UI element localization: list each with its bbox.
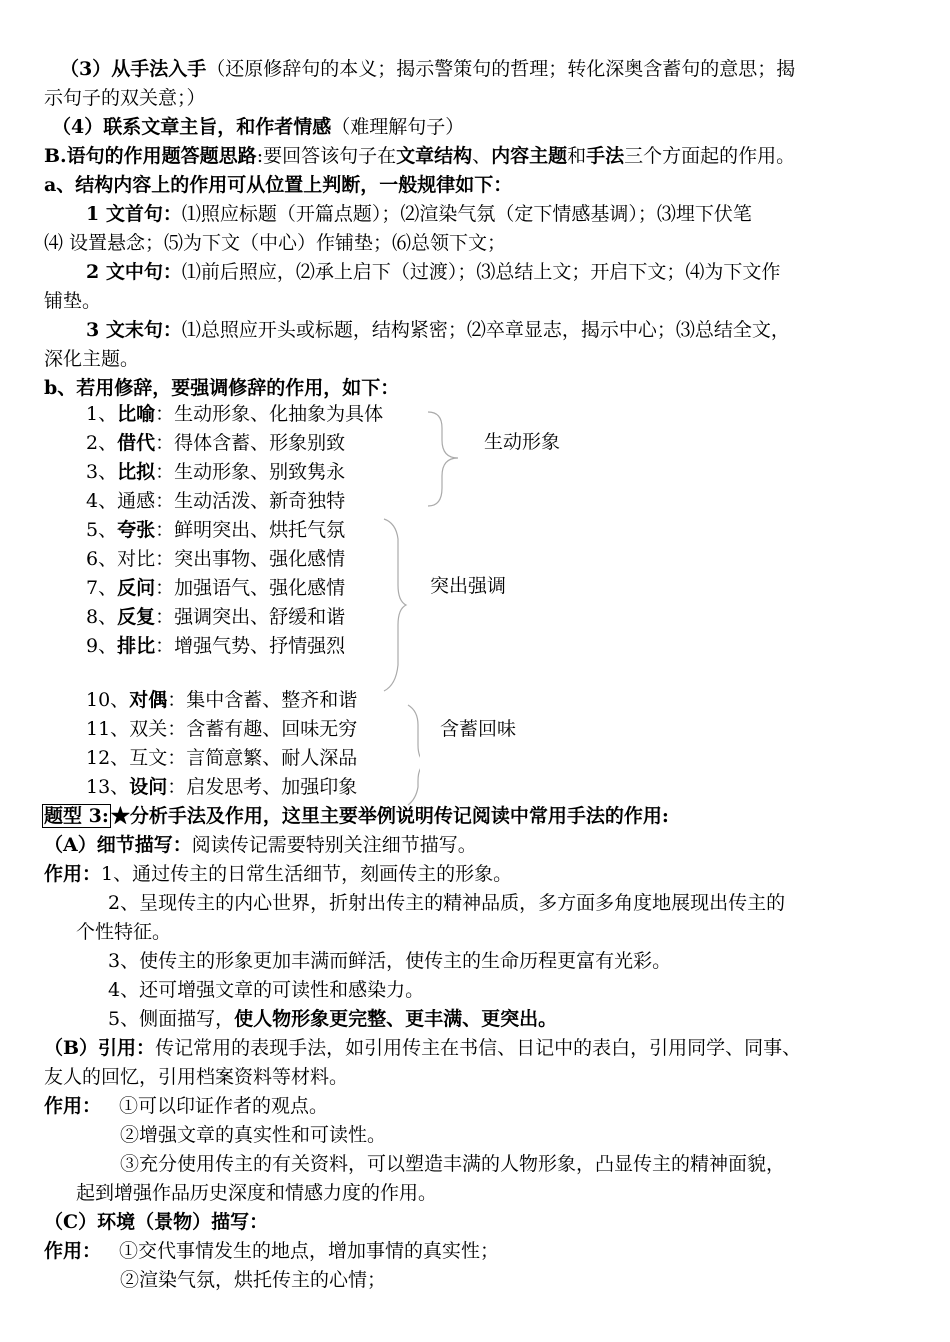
point-4-text: （难理解句子） [331,116,465,138]
rhetoric-item [86,487,345,516]
b-key-technique: 手法 [586,145,625,167]
b-quote-text: 传记常用的表现手法，如引用传主在书信、日记中的表白，引用同学、同事、 [155,1037,802,1059]
a-detail-head: （A）细节描写： [44,834,192,856]
pos-middle-cont: 铺垫。 [44,290,102,312]
rhetoric-name: 对偶 [129,689,168,711]
rhetoric-name: 互文 [129,747,168,769]
a-use-5-text: 5、侧面描写， [108,1008,235,1030]
pos-last-cont: 深化主题。 [44,348,140,370]
rhetoric-item [86,686,357,715]
rhetoric-sep: ： [155,432,175,454]
b-quote [44,1034,801,1063]
pos-middle [86,258,780,287]
group-label-emphasis: 突出强调 [430,575,507,597]
rhetoric-effect: 突出事物、强化感情 [174,548,346,570]
a-use-2-cont: 个性特征。 [76,921,172,943]
c-use-label: 作用： [44,1240,102,1262]
rhetoric-num: 13、 [86,776,130,798]
type-3-text: 分析手法及作用，这里主要举例说明传记阅读中常用手法的作用: [129,805,669,827]
rhetoric-effect: 增强气势、抒情强烈 [174,635,346,657]
rhetoric-num: 4、 [86,490,118,512]
rhetoric-name: 借代 [117,432,156,454]
point-3-text: （还原修辞句的本义；揭示警策句的哲理；转化深奥含蓄句的意思；揭 [206,58,796,80]
a-use-5 [108,1005,557,1034]
a-use-1 [44,860,512,889]
rhetoric-num: 1、 [86,403,118,425]
pos-first-label: 1 文首句： [86,203,182,225]
rhetoric-item [86,773,357,802]
rhetoric-name: 对比 [117,548,156,570]
b-text-3: 和 [567,145,587,167]
rhetoric-num: 7、 [86,577,118,599]
rhetoric-item [86,400,383,429]
a-use-3: 3、使传主的形象更加丰满而鲜活，使传主的生命历程更富有光彩。 [108,950,672,972]
rhetoric-num: 9、 [86,635,118,657]
rhetoric-name: 排比 [117,635,156,657]
rhetoric-item [86,632,345,661]
c-use-1-text: ①交代事情发生的地点，增加事情的真实性； [119,1240,500,1262]
pos-last-label: 3 文末句： [86,319,182,341]
group-braces-2 [380,515,420,815]
b-use-label: 作用： [44,1095,102,1117]
b-use-2: ②增强文章的真实性和可读性。 [120,1124,387,1146]
rhetoric-effect: 加强语气、强化感情 [174,577,346,599]
rhetoric-effect: 生动形象、别致隽永 [174,461,346,483]
a-use-2: 2、呈现传主的内心世界，折射出传主的精神品质，多方面多角度地展现出传主的 [108,892,786,914]
rhetoric-sep: ： [167,718,187,740]
rhetoric-effect: 生动形象、化抽象为具体 [174,403,384,425]
brace-emphasis-2 [384,519,406,691]
rhetoric-effect: 鲜明突出、烘托气氛 [174,519,346,541]
point-4 [52,113,464,142]
rhetoric-num: 2、 [86,432,118,454]
b-quote-cont: 友人的回忆，引用档案资料等材料。 [44,1066,349,1088]
pos-first-text: ⑴照应标题（开篇点题）；⑵渲染气氛（定下情感基调）；⑶埋下伏笔 [181,203,752,225]
b-use-3: ③充分使用传主的有关资料，可以塑造丰满的人物形象，凸显传主的精神面貌， [120,1153,786,1175]
pos-middle-text: ⑴前后照应，⑵承上启下（过渡）；⑶总结上文；开启下文；⑷为下文作 [181,261,781,283]
rhetoric-sep: ： [155,548,175,570]
pos-first-cont: ⑷ 设置悬念；⑸为下文（中心）作铺垫；⑹总领下文； [44,232,507,254]
rhetoric-sep: ： [155,606,175,628]
rhetoric-sep: ： [155,461,175,483]
b-text-4: 三个方面起的作用。 [624,145,796,167]
rhetoric-name: 比喻 [117,403,156,425]
rhetoric-effect: 启发思考、加强印象 [186,776,358,798]
rhetoric-name: 通感 [117,490,156,512]
a-use-4: 4、还可增强文章的可读性和感染力。 [108,979,425,1001]
brace-implicit [408,705,420,805]
rhetoric-num: 5、 [86,519,118,541]
rhetoric-name: 比拟 [117,461,156,483]
b-rhetoric-head: b、若用修辞，要强调修辞的作用，如下： [44,377,400,399]
rhetoric-sep: ： [167,776,187,798]
brace-vivid [428,412,458,506]
rhetoric-name: 设问 [129,776,168,798]
rhetoric-effect: 含蓄有趣、回味无穷 [186,718,358,740]
b-key-structure: 文章结构 [396,145,473,167]
b-key-theme: 内容主题 [491,145,568,167]
rhetoric-sep: ： [167,747,187,769]
rhetoric-item [86,744,357,773]
pos-middle-label: 2 文中句： [86,261,182,283]
star-icon: ★ [110,805,130,827]
b-quote-head: （B）引用： [44,1037,156,1059]
rhetoric-num: 12、 [86,747,130,769]
rhetoric-item [86,429,345,458]
point-3 [60,55,795,84]
a-detail-text: 阅读传记需要特别关注细节描写。 [191,834,477,856]
a-use-label: 作用： [44,863,102,885]
rhetoric-sep: ： [155,577,175,599]
b-use-3-cont: 起到增强作品历史深度和情感力度的作用。 [76,1182,438,1204]
rhetoric-name: 反复 [117,606,156,628]
a-head: a、结构内容上的作用可从位置上判断，一般规律如下： [44,174,513,196]
rhetoric-sep: ： [155,403,175,425]
rhetoric-item [86,603,345,632]
rhetoric-sep: ： [155,490,175,512]
rhetoric-item [86,715,357,744]
rhetoric-name: 反问 [117,577,156,599]
b-use-1 [44,1092,328,1121]
point-4-head: （4）联系文章主旨，和作者情感 [52,116,332,138]
group-label-vivid: 生动形象 [484,431,561,453]
rhetoric-num: 11、 [86,718,130,740]
b-head: B.语句的作用题答题思路 [44,145,257,167]
rhetoric-name: 夸张 [117,519,156,541]
type-3-head [42,802,669,831]
rhetoric-num: 3、 [86,461,118,483]
rhetoric-name: 双关 [129,718,168,740]
point-3-cont: 示句子的双关意；） [44,87,206,109]
rhetoric-num: 10、 [86,689,130,711]
rhetoric-effect: 强调突出、舒缓和谐 [174,606,346,628]
a-use-5-bold: 使人物形象更完整、更丰满、更突出。 [234,1008,558,1030]
c-use-2: ②渲染气氛，烘托传主的心情； [120,1269,387,1291]
section-b-intro [44,142,795,171]
group-label-implicit: 含蓄回味 [440,718,517,740]
point-3-head: （3）从手法入手 [60,58,207,80]
b-text-2: 、 [472,145,492,167]
pos-first [86,200,752,229]
rhetoric-effect: 集中含蓄、整齐和谐 [186,689,358,711]
rhetoric-sep: ： [155,519,175,541]
a-use-1-text: 1、通过传主的日常生活细节，刻画传主的形象。 [101,863,513,885]
pos-last-text: ⑴总照应开头或标题，结构紧密；⑵卒章显志，揭示中心；⑶总结全文， [181,319,790,341]
rhetoric-item [86,545,345,574]
rhetoric-effect: 言简意繁、耐人深品 [186,747,358,769]
c-use-1 [44,1237,499,1266]
rhetoric-sep: ： [167,689,187,711]
rhetoric-num: 8、 [86,606,118,628]
rhetoric-item [86,574,345,603]
rhetoric-num: 6、 [86,548,118,570]
rhetoric-item [86,516,345,545]
pos-last [86,316,790,345]
rhetoric-effect: 生动活泼、新奇独特 [174,490,346,512]
b-use-1-text: ①可以印证作者的观点。 [119,1095,329,1117]
type-3-box: 题型 3: [44,805,109,827]
rhetoric-sep: ： [155,635,175,657]
b-text-1: :要回答该句子在 [256,145,397,167]
a-detail [44,831,477,860]
c-env-head: （C）环境（景物）描写： [44,1211,269,1233]
rhetoric-effect: 得体含蓄、形象别致 [174,432,346,454]
rhetoric-item [86,458,345,487]
